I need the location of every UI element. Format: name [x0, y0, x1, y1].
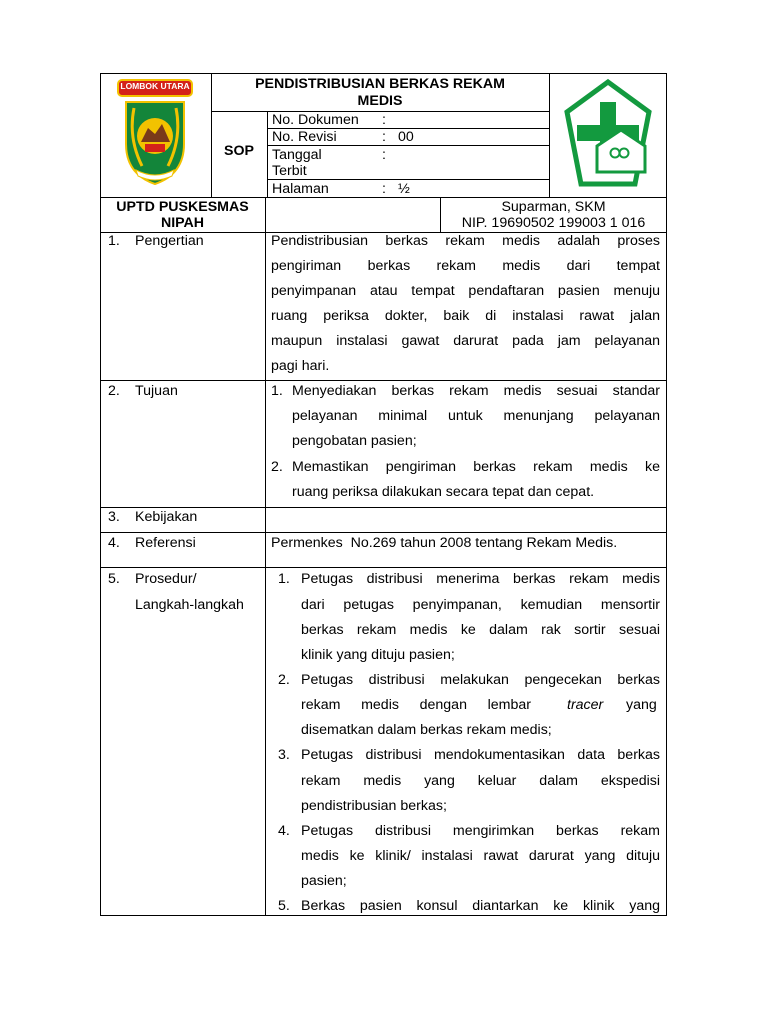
- meta-label-revisi: No. Revisi: [272, 129, 337, 145]
- meta-label-terbit: Terbit: [272, 163, 307, 179]
- section-number: 3.: [108, 509, 120, 525]
- meta-value-halaman: ½: [398, 181, 410, 197]
- meta-value-revisi: 00: [398, 129, 414, 145]
- sop-label: SOP: [224, 143, 254, 159]
- section-label-prosedur: Prosedur/: [135, 571, 197, 587]
- section-number: 2.: [108, 383, 120, 399]
- list-number: 3.: [278, 747, 290, 763]
- list-number: 5.: [278, 898, 290, 914]
- signer-nip: NIP. 19690502 199003 1 016: [461, 215, 646, 231]
- list-number: 1.: [278, 571, 290, 587]
- list-number: 2.: [278, 672, 290, 688]
- lombok-utara-logo: [112, 78, 198, 188]
- list-item: Petugas distribusi mendokumentasikan data berkas: [301, 747, 660, 763]
- list-item: Petugas distribusi melakukan pengecekan berkas: [301, 672, 660, 688]
- list-number: 4.: [278, 823, 290, 839]
- puskesmas-logo: [563, 78, 653, 190]
- meta-label-tanggal: Tanggal: [272, 147, 322, 163]
- list-item: Memastikan pengiriman berkas rekam medis ke: [292, 459, 660, 475]
- section-label-tujuan: Tujuan: [135, 383, 178, 399]
- meta-label-dokumen: No. Dokumen: [272, 112, 359, 128]
- unit-name-line1: UPTD PUSKESMAS: [116, 199, 249, 215]
- section-label-pengertian: Pengertian: [135, 233, 204, 249]
- list-item: Berkas pasien konsul diantarkan ke klinik yang: [301, 898, 660, 914]
- document-title-line1: PENDISTRIBUSIAN BERKAS REKAM: [255, 76, 505, 92]
- tracer-word: tracer: [567, 697, 604, 713]
- list-number: 1.: [271, 383, 283, 399]
- signer-name: Suparman, SKM: [501, 199, 606, 215]
- section-label-referensi: Referensi: [135, 535, 196, 551]
- list-item: Petugas distribusi mengirimkan berkas rekam: [301, 823, 660, 839]
- list-item: Menyediakan berkas rekam medis sesuai standar: [292, 383, 660, 399]
- section-label-langkah: Langkah-langkah: [135, 597, 244, 613]
- referensi-text: Permenkes No.269 tahun 2008 tentang Rekam Medis.: [271, 535, 618, 551]
- meta-sep-revisi: :: [382, 129, 386, 145]
- document-title-line2: MEDIS: [357, 93, 403, 109]
- section-number: 1.: [108, 233, 120, 249]
- meta-sep-halaman: :: [382, 181, 386, 197]
- meta-sep-dokumen: :: [382, 112, 386, 128]
- list-number: 2.: [271, 459, 283, 475]
- section-number: 5.: [108, 571, 120, 587]
- logo-text: LOMBOK UTARA: [120, 81, 190, 91]
- list-item: Petugas distribusi menerima berkas rekam medis: [301, 571, 660, 587]
- section-label-kebijakan: Kebijakan: [135, 509, 198, 525]
- unit-name-line2: NIPAH: [160, 215, 205, 231]
- meta-label-halaman: Halaman: [272, 181, 329, 197]
- meta-sep-tanggal: :: [382, 147, 386, 163]
- section-number: 4.: [108, 535, 120, 551]
